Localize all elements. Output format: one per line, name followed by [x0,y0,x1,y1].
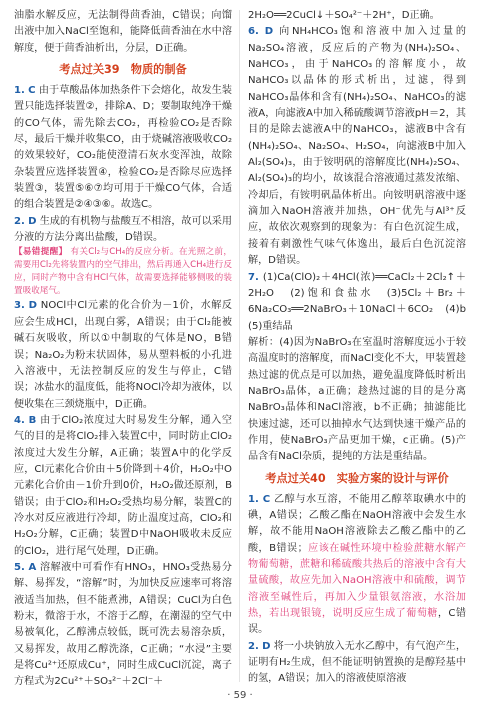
answer-letter: C [262,493,271,505]
continued-equation: 2H₂O══2CuCl↓＋SO₄²⁻＋2H⁺，D正确。 [248,10,440,21]
question-number: 5. [14,561,25,573]
tip-title: 【易错提醒】 [14,247,68,258]
intro-paragraph: 油脂水解反应，无法制得茴香油，C错误；向馏出液中加入NaCl至饱和，能降低茴香油在水中溶解度，便于茴香油析出，分层，D正确。 [14,10,232,54]
answer-letter: B [28,414,37,426]
left-column [14,8,232,691]
answer-letter: D [28,300,38,312]
answer-40-1 [248,492,466,639]
answer-text: (1)Ca(ClO)₂＋4HCl(浓)══CaCl₂＋2Cl₂↑＋2H₂O (2)饱和食盐水 (3)5Cl₂＋Br₂＋6Na₂CO₃══2NaBrO₃＋10NaCl＋6CO₂ (4)b (5)重结晶 [248,271,477,332]
answer-6 [248,24,466,269]
answer-text: 由于ClO₂浓度过大时易发生分解，通入空气的目的是将ClO₂排入装置C中，同时防止ClO₂浓度过大发生分解，A正确；装置A中的化学反应，Cl元素化合价由＋5价降到＋4价，H₂O₂中O元素化合价由－1价升到0价，H₂O₂做还原剂，B错误；由于ClO₂和H₂O₂受热均易分解，装置C的冷水对反应液进行冷却，防止温度过高，ClO₂和H₂O₂分解，C正确；装置D中NaOH吸收未反应的ClO₂，进行尾气处理，D正确。 [14,414,232,557]
answer-1 [14,83,232,214]
answer-40-2 [248,639,466,688]
answer-text: 溶解液中可看作有HNO₃，HNO₃受热易分解、易挥发，“溶解”时，为加快反应速率可将溶液适当加热，但不能煮沸，A错误；CuCl为白色粉末，微溶于水，不溶于乙醇，在潮湿的空气中易被氧化，乙醇沸点较低，既可洗去易溶杂质，又易挥发，故用乙醇洗涤，C正确；“水浸”主要是将Cu²⁺还原成Cu⁺，同时生成CuCl沉淀，离子方程式为2Cu²⁺＋SO₃²⁻＋2Cl⁻＋ [14,561,232,688]
answer-5 [14,560,232,691]
answer-text: 生成的有机物与盐酸互不相溶，故可以采用分液的方法分离出盐酸，D错误。 [14,215,233,244]
answer-3 [14,298,232,412]
answer-2 [14,214,232,247]
answer-letter: D [262,640,271,652]
question-number: 3. [14,300,25,312]
answer-text: 乙醇与水互溶，不能用乙醇萃取碘水中的碘，A错误；乙酸乙酯在NaOH溶液中会发生水解，故不能用NaOH溶液除去乙酸乙酯中的乙酸，B错误； [248,493,466,554]
column-divider [239,10,240,682]
answer-letter: A [28,561,37,573]
answer-4 [14,413,232,560]
question-number: 4. [14,414,25,426]
section-heading-39: 考点过关39 物质的制备 [59,63,187,77]
answer-letter: D [264,26,274,38]
question-number: 6. [248,26,259,38]
section-heading-40: 考点过关40 实验方案的设计与评价 [265,471,449,485]
question-number: 2. [248,640,259,652]
right-column [248,8,477,688]
tip-text: 有关Cl₂与CH₄的反应分析。在光照之前，需要用Cl₂先将装置内的空气排出，然后再通入CH₄进行反应，同时产物中含有HCl气体，故需要选择能够侧吸的装置吸收尾气。 [14,247,232,297]
answer-text: 向NH₄HCO₃饱和溶液中加入过量的Na₂SO₄溶液，反应后的产物为(NH₄)₂SO₄、NaHCO₃，由于NaHCO₃的溶解度小，故NaHCO₃以晶体的形式析出，过滤，得到NaHCO₃晶体和含有(NH₄)₂SO₄、NaHCO₃的滤液A，向滤液A中加入稀硫酸调节溶液pH＝2，其目的是除去滤液A中的NaHCO₃，滤液B中含有(NH₄)₂SO₄、Na₂SO₄、H₂SO₄，向滤液B中加入Al₂(SO₄)₃，由于铵明矾的溶解度比(NH₄)₂SO₄、Al₂(SO₄)₃的均小，故该混合溶液通过蒸发浓缩、冷却后，有铵明矾晶体析出。向铵明矾溶液中逐滴加入NaOH溶液并加热，OH⁻优先与Al³⁺反应，故依次观察到的现象为：有白色沉淀生成，接着有刺激性气味气体逸出，最后白色沉淀溶解，D错误。 [248,26,466,267]
answer-letter: D [28,215,37,227]
answer-text: NOCl中Cl元素的化合价为－1价，水解反应会生成HCl，出现白雾，A错误；由于Cl₂能被碱石灰吸收，所以①中制取的气体是NO，B错误；Na₂O₂为粉末状固体，易从塑料板的小孔进入溶液中，无法控制反应的发生与停止，C错误；冰盐水的温度低，能将NOCl冷却为液体，以便收集在三颈烧瓶中，D正确。 [14,300,232,410]
question-number: 2. [14,215,25,227]
error-tip [14,246,232,298]
page-number: · 59 · [227,690,253,701]
answer-text-end: ，C错误。 [248,608,466,636]
answer-7 [248,270,477,335]
answer-text: 将一小块钠放入无水乙醇中，有气泡产生，证明有H₂生成，但不能证明钠置换的是醇羟基中的氢，A错误；加入的溶液使原溶液 [248,640,467,685]
answer-letter: C [28,85,36,97]
question-number: 1. [14,85,25,97]
highlighted-text: 应该在碱性环境中检验蔗糖水解产物葡萄糖，蔗糖和稀硫酸共热后的溶液中含有大量硫酸，故应先加入NaOH溶液中和硫酸，调节溶液至碱性后，再加入少量银氨溶液，水浴加热，若出现银镜，说明反应生成了葡萄糖 [248,542,466,620]
answer-text: 由于草酸晶体加热条件下会熔化，故发生装置只能选择装置②，排除A、D；要制取纯净干燥的CO气体，需先除去CO₂，再检验CO₂是否除尽，最后干燥并收集CO，由于烧碱溶液吸收CO₂的效果较好，CO₂能使澄清石灰水变浑浊，故除杂装置应选择装置④，检验CO₂是否除尽应选择装置③，装置⑤⑥⑦均可用于干燥CO气体，合适的组合装置是②④③⑥。故选C。 [14,85,233,211]
analysis-paragraph: 解析：(4)因为NaBrO₃在室温时溶解度远小于较高温度时的溶解度，而NaCl变化不大，甲装置趁热过滤的优点是可以加热，避免温度降低时析出NaBrO₃晶体，a正确；趁热过滤的目的是分离NaBrO₃晶体和NaCl溶液，b不正确；抽滤能比快速过滤，还可以抽掉水气达到快速干燥产品的作用，使NaBrO₃产品更加干燥，c正确。(5)产品含有NaCl杂质，提纯的方法是重结晶。 [248,336,466,463]
question-number: 1. [248,493,259,505]
question-number: 7. [248,271,259,283]
